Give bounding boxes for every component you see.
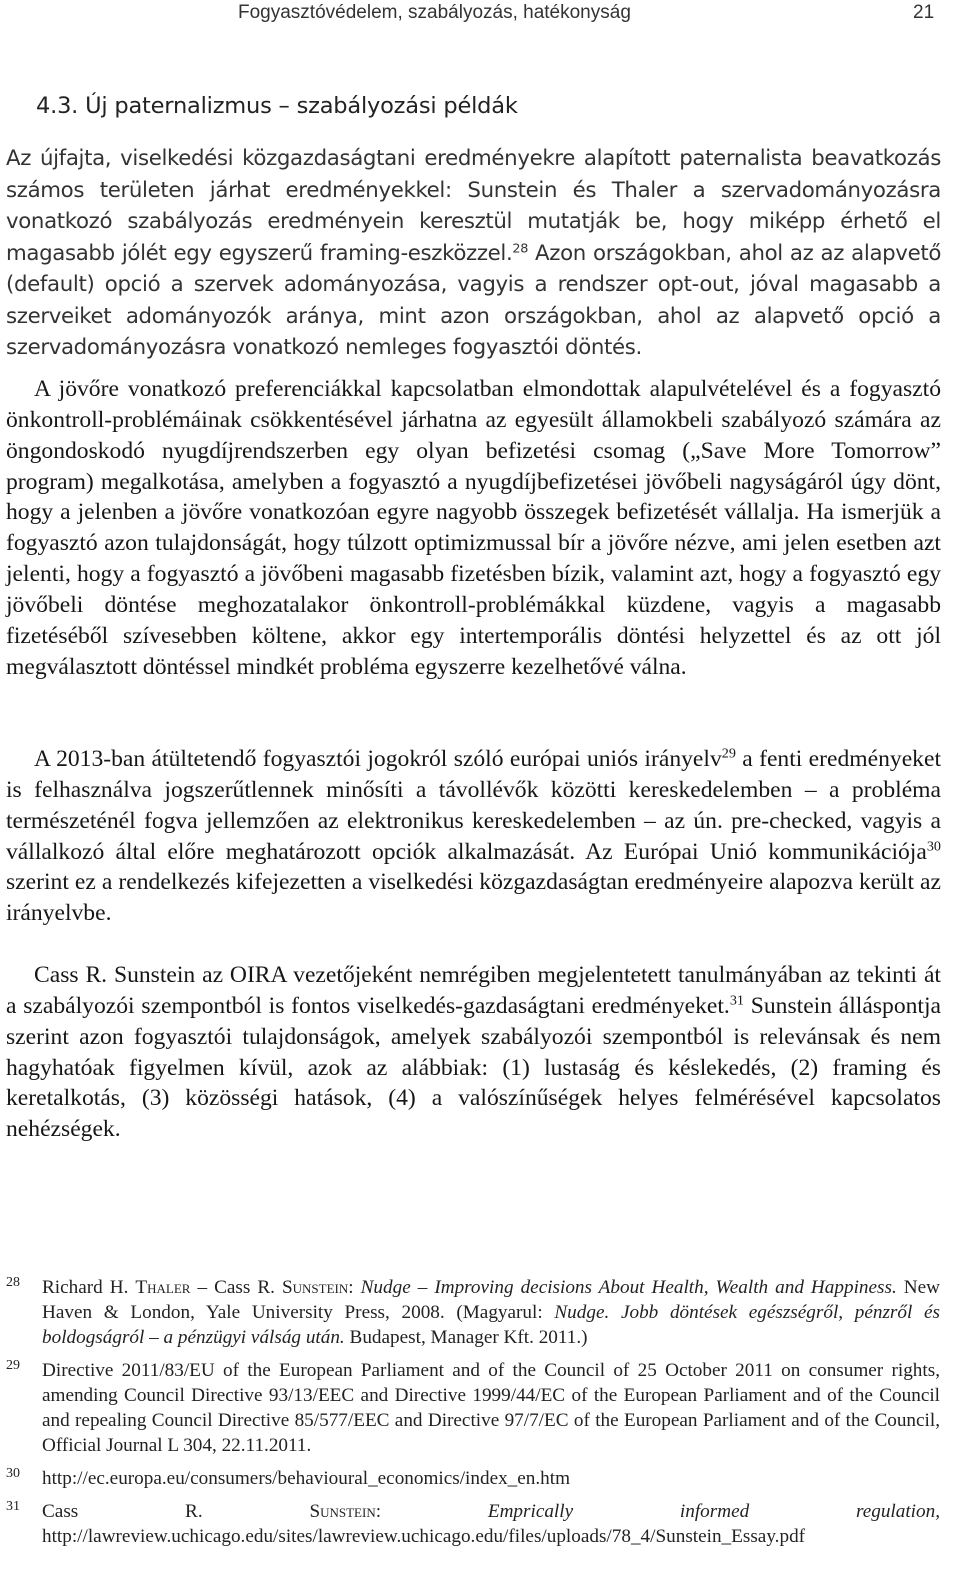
footnote-ref-29: 29	[721, 745, 736, 762]
footnote-number: 30	[6, 1466, 20, 1481]
running-header	[238, 2, 938, 24]
footnote-body	[42, 1275, 940, 1350]
footnote-ref-28: 28	[512, 240, 528, 256]
footnote-url: http://ec.europa.eu/consumers/behavioural_economics/index_en.htm	[42, 1468, 571, 1489]
paragraph-4-text-a: Cass R. Sunstein az OIRA vezetőjeként nemrégiben megjelentetett tanulmányában az tekinti át a szabályozói szempontból is fontos viselkedés-gazdaságtani eredményeket.	[6, 962, 941, 1019]
article-url: http://lawreview.uchicago.edu/sites/lawreview.uchicago.edu/files/uploads/78_4/Sunstein_Essay.pdf	[42, 1526, 806, 1547]
footnote-body	[42, 1499, 940, 1549]
page-number: 21	[913, 2, 935, 23]
article-title: Emprically informed regulation,	[487, 1501, 940, 1522]
paragraph-3-text-c: szerint ez a rendelkezés kifejezetten a viselkedési közgazdaságtan eredményeire alapozva került az irányelvbe.	[6, 869, 941, 927]
footnote-28	[0, 1275, 960, 1350]
colon: :	[375, 1501, 488, 1522]
book-title: Nudge – Improving decisions About Health, Wealth and Happiness.	[360, 1277, 897, 1298]
footnote-30	[0, 1466, 960, 1491]
section-title: 4.3. Új paternalizmus – szabályozási példák	[36, 93, 518, 119]
paragraph-1-text-b: Azon országokban, ahol az az alapvető (default) opció a szervek adományozása, vagyis a rendszer opt-out, jóval magasabb a szerveiket adományozók aránya, mint azon országokban, ahol az alapvető opció a szervadományozásra vonatkozó nemleges fogyasztói döntés.	[6, 240, 941, 360]
footnote-31	[0, 1499, 960, 1549]
footnote-number: 31	[6, 1499, 20, 1514]
paragraph-2: A jövőre vonatkozó preferenciákkal kapcsolatban elmondottak alapulvételével és a fogyasztó önkontroll-problémáinak csökkentésével járhatna az egyesült államokbeli szabályozó számára az öngondoskodó nyugdíjrendszerben egy olyan befizetési csomag („Save More Tomorrow” program) megalkotása, amelyben a fogyasztó a nyugdíjbefizetései jövőbeli nagyságáról úgy dönt, hogy a jelenben a jövőre vonatkozóan egyre nagyobb összegek befizetését vállalja. Ha ismerjük a fogyasztó azon tulajdonságát, hogy túlzott optimizmussal bír a jövőre nézve, ami jelen esetben azt jelenti, hogy a fogyasztó a jövőbeni magasabb fizetésben bízik, valamint azt, hogy a fogyasztó egy jövőbeli döntése meghozatalakor önkontroll-problémákkal küzdene, vagyis a magasabb fizetéséből szívesebben költene, akkor egy intertemporális döntési helyzettel és az ott jól megválasztott döntéssel mindkét probléma egyszerre kezelhetővé válna.	[6, 376, 941, 680]
author-name: Cass R.	[42, 1501, 310, 1522]
footnotes	[0, 1275, 960, 1557]
author-surname: Sunstein	[281, 1277, 349, 1298]
paragraph-3-text-a: A 2013-ban átültetendő fogyasztói jogokról szóló európai uniós irányelv	[34, 746, 722, 772]
paragraph-1	[6, 143, 941, 364]
paragraph-4-text-b: Sunstein álláspontja szerint azon fogyasztói tulajdonságok, amelyek szabályozói szempontból is relevánsak és nem hagyhatóak figyelmen kívül, azok az alábbiak: (1) lustaság és késlekedés, (2) framing és keretalkotás, (3) közösségi hatások, (4) a valószínűségek helyes felmérésével kapcsolatos nehézségek.	[6, 992, 941, 1143]
footnote-body: Directive 2011/83/EU of the European Parliament and of the Council of 25 October 2011 on consumer rights, amending Council Directive 93/13/EEC and Directive 1999/44/EC of the European Parliament and of the Council and repealing Council Directive 85/577/EEC and Directive 97/7/EC of the European Parliament and of the Council, Official Journal L 304, 22.11.2011.	[42, 1360, 940, 1456]
author-separator: – Cass R.	[190, 1277, 282, 1298]
footnote-number: 28	[6, 1275, 20, 1290]
translated-title: Nudge. Jobb döntések egészségről, pénzről és boldogságról – a pénzügyi válság után.	[42, 1302, 940, 1348]
author-name: Richard H.	[42, 1277, 136, 1298]
author-surname: Thaler	[135, 1277, 191, 1298]
footnote-29	[0, 1358, 960, 1458]
paragraph-3	[6, 744, 941, 929]
footnote-ref-31: 31	[729, 992, 744, 1009]
running-title: Fogyasztóvédelem, szabályozás, hatékonyság	[238, 2, 631, 23]
author-surname: Sunstein	[309, 1501, 376, 1522]
publication-info: New Haven & London, Yale University Press, 2008. (Magyarul:	[42, 1277, 940, 1323]
footnote-ref-30: 30	[926, 838, 941, 855]
paragraph-1-text-a: Az újfajta, viselkedési közgazdaságtani eredményekre alapított paternalista beavatkozás számos területen járhat eredményekkel: Sunstein és Thaler a szervadományozásra vonatkozó szabályozás eredményein keresztül mutatják be, hogy miképp érhető el magasabb jólét egy egyszerű framing-eszközzel.	[6, 146, 941, 266]
translated-publication-info: Budapest, Manager Kft. 2011.)	[344, 1327, 588, 1348]
paragraph-3-text-b: a fenti eredményeket is felhasználva jogszerűtlennek minősíti a távollévők közötti kereskedelemben – a probléma természeténél fogva jellemzően az elektronikus kereskedelemben – az ún. pre-checked, vagyis a vállalkozó által előre meghatározott opciók alkalmazását. Az Európai Unió kommunikációja	[6, 746, 941, 865]
footnote-number: 29	[6, 1358, 20, 1373]
paragraph-4	[6, 960, 941, 1145]
colon: :	[348, 1277, 361, 1298]
